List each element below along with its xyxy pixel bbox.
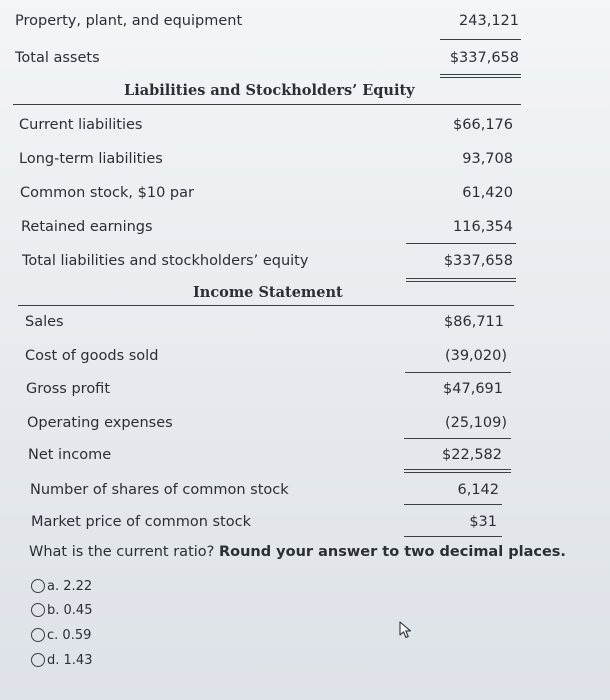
heading-rule xyxy=(13,104,521,105)
row-label: Retained earnings xyxy=(21,219,153,235)
option-c[interactable] xyxy=(31,625,91,647)
row-value: 116,354 xyxy=(453,219,513,235)
double-underline xyxy=(406,278,516,282)
total-assets-row xyxy=(0,45,610,71)
income-statement-heading: Income Statement xyxy=(193,284,343,301)
row-label: Gross profit xyxy=(26,381,111,397)
double-underline xyxy=(440,74,521,78)
option-d[interactable] xyxy=(31,650,92,672)
gross-profit-row xyxy=(0,376,610,402)
radio-button-icon[interactable] xyxy=(31,603,45,617)
net-income-row xyxy=(0,442,610,468)
row-label: Number of shares of common stock xyxy=(30,482,289,498)
row-value: $22,582 xyxy=(442,447,502,463)
option-value: 0.59 xyxy=(62,628,92,643)
row-value: $31 xyxy=(469,514,497,530)
option-letter: c. xyxy=(47,628,59,643)
radio-button-icon[interactable] xyxy=(31,579,45,593)
option-value: 1.43 xyxy=(63,653,93,668)
subtotal-line xyxy=(404,536,502,537)
question-text xyxy=(29,544,566,560)
option-letter: a. xyxy=(47,579,60,594)
option-b[interactable] xyxy=(31,600,92,622)
row-value: $47,691 xyxy=(443,381,503,397)
subtotal-line xyxy=(405,372,511,373)
row-label: Net income xyxy=(28,447,112,463)
option-letter: d. xyxy=(47,653,60,668)
subtotal-line xyxy=(404,504,502,505)
row-value: $86,711 xyxy=(444,314,504,330)
row-label: Operating expenses xyxy=(27,415,173,431)
question-prompt: What is the current ratio? xyxy=(29,544,215,560)
retained-earnings-row xyxy=(0,214,610,240)
liabilities-heading: Liabilities and Stockholders’ Equity xyxy=(124,82,415,99)
option-value: 2.22 xyxy=(63,579,93,594)
row-value: $66,176 xyxy=(453,117,513,133)
subtotal-line xyxy=(440,39,521,40)
heading-rule xyxy=(18,305,514,306)
ppe-row xyxy=(0,8,610,34)
ppe-label: Property, plant, and equipment xyxy=(15,13,243,29)
row-value: $337,658 xyxy=(443,253,513,269)
question-instruction: Round your answer to two decimal places. xyxy=(218,544,566,560)
row-label: Current liabilities xyxy=(19,117,143,133)
option-letter: b. xyxy=(47,603,60,618)
operating-expenses-row xyxy=(0,410,610,436)
row-label: Sales xyxy=(25,314,64,330)
total-assets-value: $337,658 xyxy=(449,50,519,66)
shares-row xyxy=(0,477,610,503)
cogs-row xyxy=(0,343,610,369)
row-label: Market price of common stock xyxy=(31,514,251,530)
common-stock-row xyxy=(0,180,610,206)
mouse-cursor-icon xyxy=(398,621,414,639)
option-value: 0.45 xyxy=(63,603,93,618)
long-term-liabilities-row xyxy=(0,146,610,172)
row-value: (39,020) xyxy=(444,348,507,364)
radio-button-icon[interactable] xyxy=(31,653,45,667)
total-liabilities-equity-row xyxy=(0,248,610,274)
row-value: 61,420 xyxy=(462,185,513,201)
row-label: Long-term liabilities xyxy=(19,151,163,167)
market-price-row xyxy=(0,509,610,535)
row-label: Total liabilities and stockholders’ equity xyxy=(22,253,309,269)
subtotal-line xyxy=(406,243,516,244)
subtotal-line xyxy=(404,438,511,439)
double-underline xyxy=(404,469,511,473)
row-value: (25,109) xyxy=(444,415,507,431)
total-assets-label: Total assets xyxy=(15,50,100,66)
radio-button-icon[interactable] xyxy=(31,628,45,642)
current-liabilities-row xyxy=(0,112,610,138)
ppe-value: 243,121 xyxy=(459,13,519,29)
row-value: 6,142 xyxy=(457,482,499,498)
sales-row xyxy=(0,309,610,335)
row-value: 93,708 xyxy=(462,151,513,167)
row-label: Cost of goods sold xyxy=(25,348,159,364)
option-a[interactable] xyxy=(31,576,92,598)
row-label: Common stock, $10 par xyxy=(20,185,194,201)
